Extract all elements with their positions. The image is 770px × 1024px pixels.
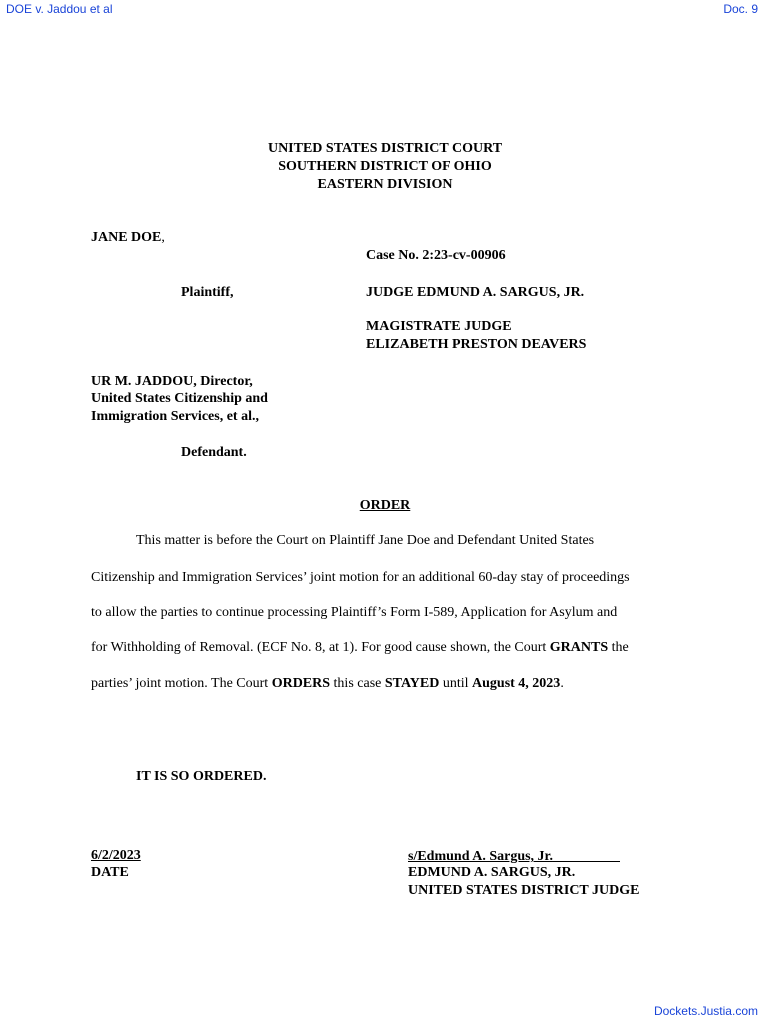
signature-underline <box>553 847 620 862</box>
plaintiff-comma: , <box>161 230 165 245</box>
order-line-5-until: until <box>439 676 473 691</box>
court-name: UNITED STATES DISTRICT COURT <box>267 141 503 156</box>
grants-text: GRANTS <box>549 640 609 655</box>
court-division: EASTERN DIVISION <box>317 177 453 192</box>
order-line-1: This matter is before the Court on Plaintiff Jane Doe and Defendant United States <box>136 533 595 548</box>
judge-name: EDMUND A. SARGUS, JR. <box>408 865 576 880</box>
order-title-text: ORDER <box>359 498 411 513</box>
order-line-5-mid: this case <box>330 676 385 691</box>
justia-source-link[interactable]: Dockets.Justia.com <box>653 1004 758 1018</box>
stayed-text: STAYED <box>384 676 440 691</box>
order-line-4 <box>91 640 629 656</box>
order-title <box>0 497 770 515</box>
order-line-5 <box>91 676 564 692</box>
plaintiff-name-line <box>91 229 165 247</box>
order-line-2: Citizenship and Immigration Services’ joint motion for an additional 60-day stay of proceedings <box>91 570 630 585</box>
defendant-label: Defendant. <box>181 445 247 460</box>
district-judge: JUDGE EDMUND A. SARGUS, JR. <box>366 285 585 300</box>
magistrate-title: MAGISTRATE JUDGE <box>366 319 512 334</box>
orders-text: ORDERS <box>271 676 331 691</box>
date-label: DATE <box>91 865 129 880</box>
doc-number-link[interactable]: Doc. 9 <box>723 2 758 16</box>
plaintiff-label: Plaintiff, <box>181 285 234 300</box>
order-line-5-text: parties’ joint motion. The Court <box>91 676 272 691</box>
order-line-4-text: for Withholding of Removal. (ECF No. 8, at 1). For good cause shown, the Court <box>91 640 550 655</box>
plaintiff-name: JANE DOE <box>91 230 162 245</box>
stay-date: August 4, 2023 <box>472 676 561 691</box>
order-line-3: to allow the parties to continue processing Plaintiff’s Form I-589, Application for Asylum and <box>91 605 618 620</box>
date-value-text: 6/2/2023 <box>91 848 141 863</box>
defendant-line-2: United States Citizenship and <box>91 391 268 406</box>
defendant-line-1: UR M. JADDOU, Director, <box>91 374 253 389</box>
case-title-link[interactable]: DOE v. Jaddou et al <box>6 2 113 16</box>
magistrate-name: ELIZABETH PRESTON DEAVERS <box>366 337 587 352</box>
court-district: SOUTHERN DISTRICT OF OHIO <box>278 159 492 174</box>
date-value <box>91 847 141 865</box>
order-line-5-period: . <box>560 676 564 691</box>
judge-title: UNITED STATES DISTRICT JUDGE <box>408 883 640 898</box>
order-line-4-end: the <box>608 640 629 655</box>
case-number: Case No. 2:23-cv-00906 <box>366 248 506 263</box>
so-ordered: IT IS SO ORDERED. <box>136 769 267 784</box>
signature-text: s/Edmund A. Sargus, Jr. <box>408 849 553 864</box>
defendant-line-3: Immigration Services, et al., <box>91 409 259 424</box>
